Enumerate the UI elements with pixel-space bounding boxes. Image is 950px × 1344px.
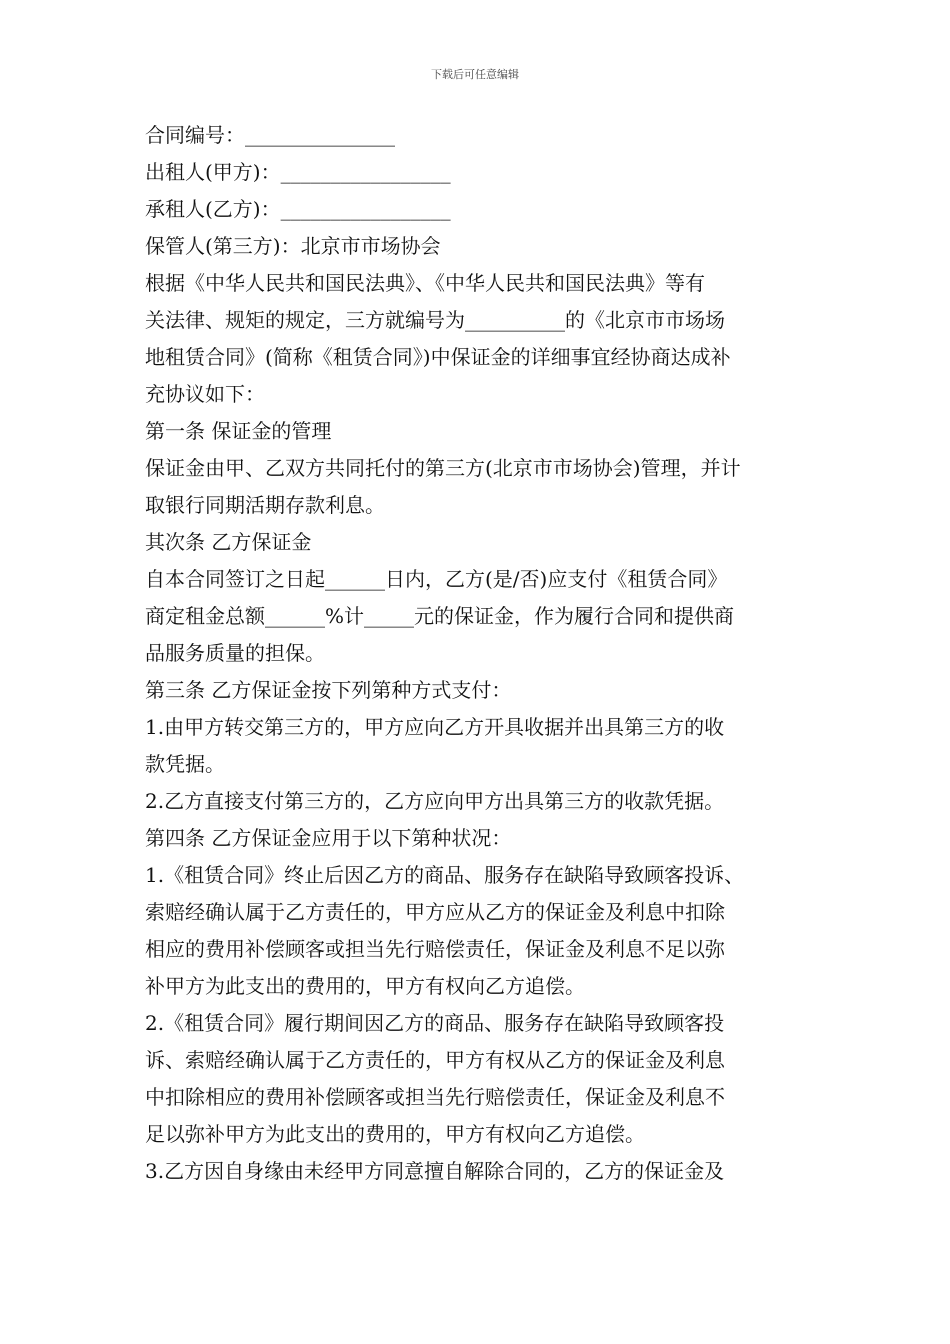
article-2-text: 品服务质量的担保。 xyxy=(145,641,325,665)
article-4-item: 足以弥补甲方为此支出的费用的，甲方有权向乙方追偿。 xyxy=(145,1122,645,1146)
article-4-item: 诉、索赔经确认属于乙方责任的，甲方有权从乙方的保证金及利息 xyxy=(145,1048,725,1072)
article-1-text: 保证金由甲、乙双方共同托付的第三方(北京市市场协会)管理，并计 xyxy=(145,456,741,480)
article-4-item: 相应的费用补偿顾客或担当先行赔偿责任，保证金及利息不足以弥 xyxy=(145,937,725,961)
article-4-item: 1.《租赁合同》终止后因乙方的商品、服务存在缺陷导致顾客投诉、 xyxy=(145,863,745,887)
article-3-item: 2.乙方直接支付第三方的，乙方应向甲方出具第三方的收款凭据。 xyxy=(145,789,725,813)
field-contract-number: 合同编号：_______________ xyxy=(145,123,395,147)
article-3-item: 款凭据。 xyxy=(145,752,225,776)
article-4-item: 3.乙方因自身缘由未经甲方同意擅自解除合同的，乙方的保证金及 xyxy=(145,1159,725,1183)
preamble-line: 关法律、规矩的规定，三方就编号为__________的《北京市市场场 xyxy=(145,308,725,332)
preamble-line: 根据《中华人民共和国民法典》、《中华人民共和国民法典》等有 xyxy=(145,271,705,295)
preamble-line: 地租赁合同》(简称《租赁合同》)中保证金的详细事宜经协商达成补 xyxy=(145,345,731,369)
field-custodian: 保管人(第三方)：北京市市场协会 xyxy=(145,234,441,258)
article-4-item: 2.《租赁合同》履行期间因乙方的商品、服务存在缺陷导致顾客投 xyxy=(145,1011,725,1035)
article-4-item: 补甲方为此支出的费用的，甲方有权向乙方追偿。 xyxy=(145,974,585,998)
article-4-item: 索赔经确认属于乙方责任的，甲方应从乙方的保证金及利息中扣除 xyxy=(145,900,725,924)
article-2-text: 自本合同签订之日起______日内，乙方(是/否)应支付《租赁合同》 xyxy=(145,567,728,591)
article-1-heading: 第一条 保证金的管理 xyxy=(145,419,332,443)
article-1-text: 取银行同期活期存款利息。 xyxy=(145,493,385,517)
article-4-item: 中扣除相应的费用补偿顾客或担当先行赔偿责任，保证金及利息不 xyxy=(145,1085,725,1109)
document-body xyxy=(145,117,817,1190)
preamble-line: 充协议如下： xyxy=(145,382,265,406)
page-header: 下载后可任意编辑 xyxy=(431,68,519,81)
field-lessee: 承租人(乙方)：_________________ xyxy=(145,197,451,221)
article-2-heading: 其次条 乙方保证金 xyxy=(145,530,312,554)
article-3-heading: 第三条 乙方保证金按下列第种方式支付： xyxy=(145,678,512,702)
article-3-item: 1.由甲方转交第三方的，甲方应向乙方开具收据并出具第三方的收 xyxy=(145,715,725,739)
field-lessor: 出租人(甲方)：_________________ xyxy=(145,160,451,184)
article-4-heading: 第四条 乙方保证金应用于以下第种状况： xyxy=(145,826,512,850)
article-2-text: 商定租金总额______%计_____元的保证金，作为履行合同和提供商 xyxy=(145,604,735,628)
